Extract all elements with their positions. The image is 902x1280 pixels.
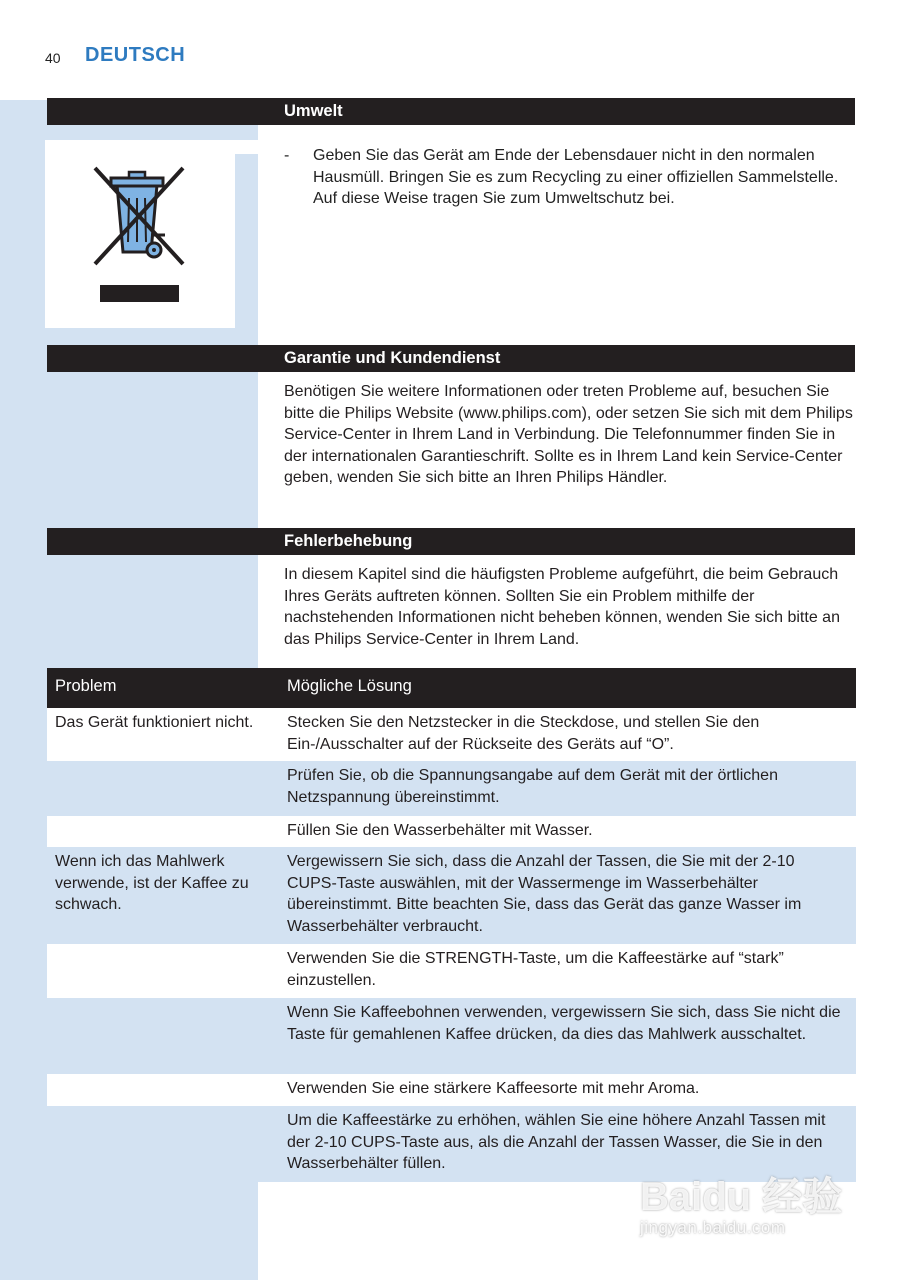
problem-cell: Das Gerät funktioniert nicht. — [55, 714, 254, 731]
language-title: DEUTSCH — [85, 44, 186, 66]
table-row — [47, 944, 856, 998]
header-solution: Mögliche Lösung — [287, 677, 412, 695]
solution-cell: Verwenden Sie eine stärkere Kaffeesorte mit mehr Aroma. — [287, 1080, 700, 1097]
baidu-watermark — [640, 1150, 860, 1250]
section-title: Umwelt — [284, 102, 343, 120]
section-header-garantie — [47, 345, 855, 372]
table-row — [47, 708, 856, 761]
solution-cell: Füllen Sie den Wasserbehälter mit Wasser. — [287, 822, 593, 839]
problem-cell: Wenn ich das Mahlwerk verwende, ist der Kaffee zu schwach. — [55, 853, 249, 914]
table-row — [47, 847, 856, 944]
watermark-url: jingyan.baidu.com — [640, 1218, 786, 1237]
solution-cell: Verwenden Sie die STRENGTH-Taste, um die Kaffeestärke auf “stark” einzustellen. — [287, 950, 784, 989]
table-row — [47, 1074, 856, 1106]
bullet-dash: - — [284, 147, 290, 164]
garantie-text: Benötigen Sie weitere Informationen oder treten Probleme auf, besuchen Sie bitte die Philips Website (www.philips.com), oder setzen Sie sich mit dem Philips Service-Center in Ihrem Land in Verbindung. Die Telefonnummer finden Sie in der internationalen Garantieschrift. Sollte es in Ihrem Land kein Service-Center geben, wenden Sie sich bitte an Ihren Philips Händler. — [284, 383, 853, 487]
header-problem: Problem — [55, 677, 117, 695]
solution-cell: Prüfen Sie, ob die Spannungsangabe auf dem Gerät mit der örtlichen Netzspannung übereinstimmt. — [287, 767, 778, 806]
table-row — [47, 816, 856, 847]
weee-icon-box — [45, 140, 235, 328]
table-row — [47, 998, 856, 1074]
solution-cell: Vergewissern Sie sich, dass die Anzahl der Tassen, die Sie mit der 2-10 CUPS-Taste auswählen, mit der Wassermenge im Wasserbehälter übereinstimmt. Bitte beachten Sie, dass das Gerät das ganze Wasser im Wasserbehälter verbraucht. — [287, 853, 802, 935]
section-title: Garantie und Kundendienst — [284, 349, 501, 367]
solution-cell: Wenn Sie Kaffeebohnen verwenden, vergewissern Sie sich, dass Sie nicht die Taste für gemahlenen Kaffee drücken, da dies das Mahlwerk ausschaltet. — [287, 1004, 841, 1043]
section-title: Fehlerbehebung — [284, 532, 413, 550]
page-number: 40 — [45, 50, 61, 66]
icon-pointer — [235, 140, 283, 154]
umwelt-text: Geben Sie das Gerät am Ende der Lebensdauer nicht in den normalen Hausmüll. Bringen Sie es zum Recycling zu einer offiziellen Sammelstelle. Auf diese Weise tragen Sie zum Umweltschutz bei. — [313, 147, 839, 208]
table-row — [47, 761, 856, 816]
solution-cell: Stecken Sie den Netzstecker in die Steckdose, und stellen Sie den Ein-/Ausschalter auf der Rückseite des Geräts auf “O”. — [287, 714, 760, 753]
section-header-fehlerbehebung — [47, 528, 855, 555]
solution-cell: Um die Kaffeestärke zu erhöhen, wählen Sie eine höhere Anzahl Tassen mit der 2-10 CUPS-Taste aus, als die Anzahl der Tassen Wasser, die Sie in den Wasserbehälter füllen. — [287, 1112, 826, 1173]
fehlerbehebung-text: In diesem Kapitel sind die häufigsten Probleme aufgeführt, die beim Gebrauch Ihres Geräts auftreten können. Sollten Sie ein Problem mithilfe der nachstehenden Informationen nicht beheben können, wenden Sie sich bitte an das Philips Service-Center in Ihrem Land. — [284, 566, 840, 648]
section-header-umwelt — [47, 98, 855, 125]
crossed-out-wheelie-bin-icon — [45, 140, 235, 328]
table-header — [47, 668, 856, 708]
watermark-logo: Baidu 经验 — [640, 1175, 843, 1219]
troubleshooting-table — [47, 668, 856, 1182]
